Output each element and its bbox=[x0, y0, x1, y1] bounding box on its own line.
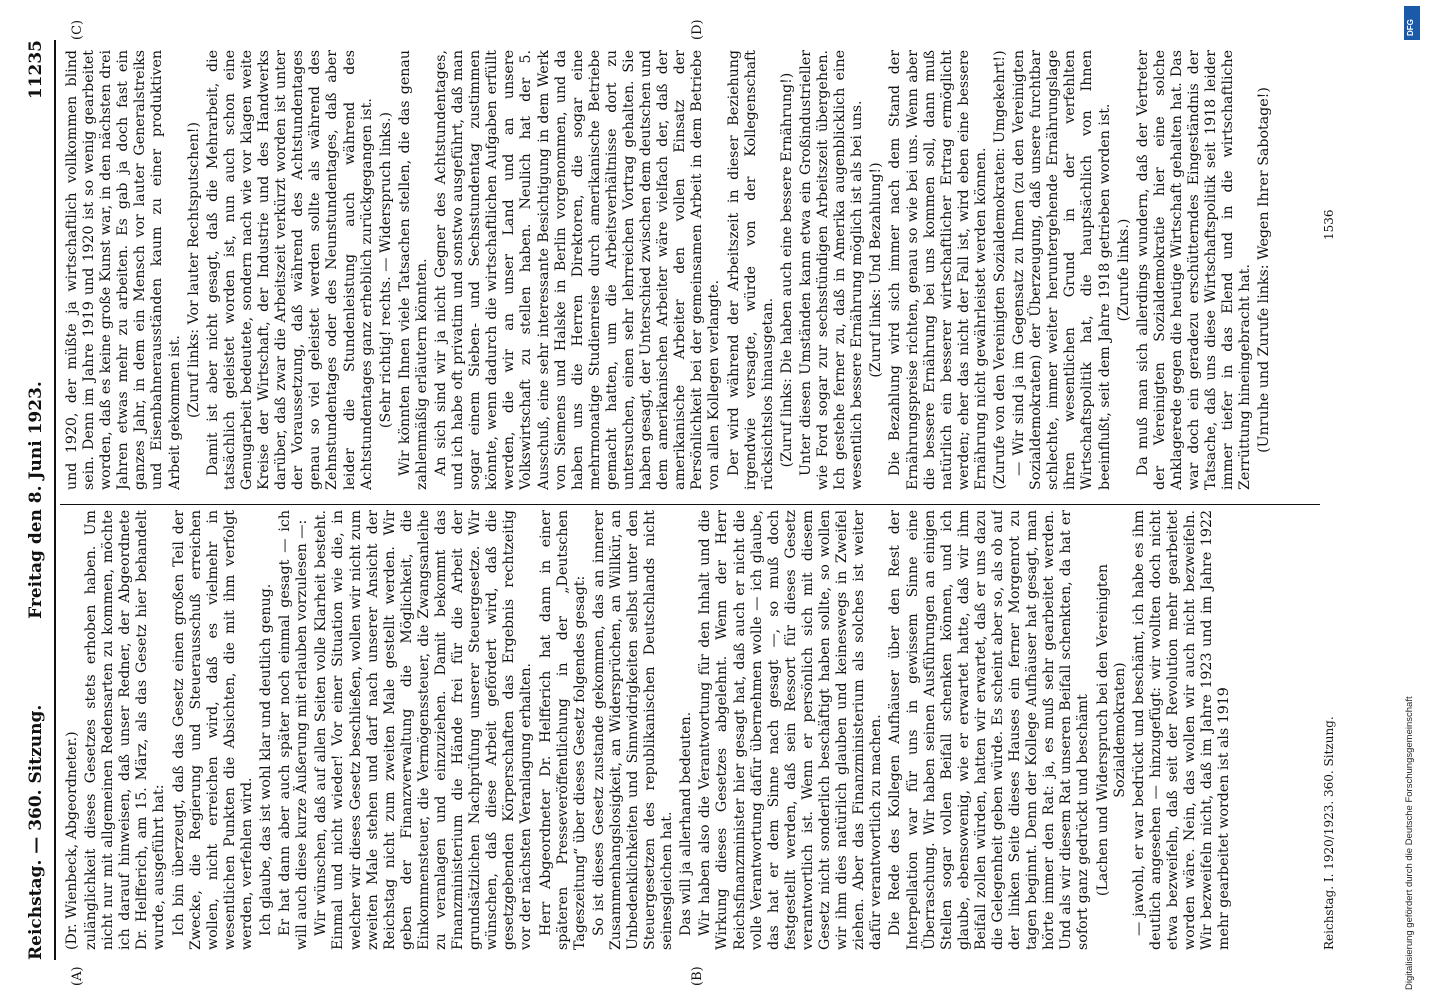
header-page-number: 11235 bbox=[26, 40, 46, 100]
header-date: Freitag den 8. Juni 1923. bbox=[26, 381, 46, 619]
paragraph: Er hat dann aber auch später noch einmal gesagt — ich will auch diese kurze Äußerung mit erlauben vorzulesen —: bbox=[277, 510, 311, 950]
footer-session: Reichstag. I. 1920/1923. 360. Sitzung. bbox=[1322, 716, 1336, 950]
paragraph: Da muß man sich allerdings wundern, daß der Vertreter der Vereinigten Sozialdemokratie hier eine solche Anklagerede gegen die heutige Wirtschaft gehalten hat. Das war doch ein geradezu erschütterndes Eingeständnis der Tatsache, daß uns diese Wirtschaftspolitik seit 1918 leider immer tiefer in das Elend und in die wirtschaftliche Zerrüttung hineingebracht hat. bbox=[1134, 50, 1254, 490]
paragraph: Die Rede des Kollegen Aufhäuser über den Rest der Interpellation war für uns in gewissem Sinne eine Überraschung. Wir haben seinen Ausführungen an einigen Stellen sogar vollen Beifall schenken können, und ich glaube, ebensowenig, wie er erwartet hatte, daß wir ihm Beifall zollen würden, hatten wir erwartet, daß er uns dazu die Gelegenheit geben würde. Es scheint aber so, als ob auf der linken Seite dieses Hauses ein ferner Morgenrot zu tagen beginnt. Denn der Kollege Aufhäuser hat gesagt, man hörte immer den Rat: ja, es muß sehr gearbeitet werden. Und als wir diesem Rat unseren Beifall schenkten, da hat er sofort ganz gedrückt und beschämt bbox=[887, 510, 1092, 950]
margin-mark-c: (C) bbox=[70, 19, 85, 40]
header-left: Reichstag. — 360. Sitzung. bbox=[26, 704, 46, 960]
paragraph: Herr Abgeordneter Dr. Helfferich hat dann in einer späteren Presseveröffentlichung in der „Deutschen Tageszeitung“ über dieses Gesetz folgendes gesagt: bbox=[537, 510, 588, 950]
paragraph: (Dr. Wienbeck, Abgeordneter.) bbox=[64, 731, 80, 950]
interjection: (Zuruf links: Und Bezahlung!) bbox=[868, 162, 885, 378]
paragraph: Wir könnten Ihnen viele Tatsachen stellen, die das genau zahlenmäßig erläutern könnten. bbox=[396, 50, 430, 490]
paragraph: Das will ja allerhand bedeuten. bbox=[678, 711, 695, 936]
footer-sheet-number: 1536 bbox=[1322, 209, 1336, 240]
dfg-logo: DFG bbox=[1404, 6, 1420, 40]
interjection: (Lachen und Widerspruch bei den Vereinigten Sozialdemokraten) bbox=[1094, 563, 1128, 897]
margin-mark-b: (B) bbox=[690, 966, 705, 986]
interjection: (Sehr richtig! rechts. — Widerspruch links.) bbox=[377, 111, 394, 429]
interjection: (Zuruf links: Vor lauter Rechtsputschen!) bbox=[185, 121, 202, 419]
paragraph: Wir haben also die Verantwortung für den Inhalt und die Wirkung dieses Gesetzes abgelehnt. Wenn der Herr Reichsfinanzminister hier gesagt hat, daß auch er nicht die volle Verantwortung dafür übernehmen wolle — ich glaube, das hat er dem Sinne nach gesagt —, so muß doch festgestellt werden, daß sein Ressort für dieses Gesetz verantwortlich ist. Wenn er persönlich sich mit diesem Gesetz nicht sonderlich beschäftigt haben sollte, so wollen wir ihm dies natürlich glauben und keineswegs in Zweifel ziehen. Aber das Finanzministerium als solches ist weiter dafür verantwortlich zu machen. bbox=[697, 510, 885, 950]
quote: Ich bin überzeugt, daß das Gesetz einen großen Teil der Zwecke, die Regierung und Steuerausschuß erreichen wollen, nicht erreichen wird, daß es vielmehr in wesentlichen Punkten die Absichten, die mit ihm verfolgt werden, verfehlen wird. bbox=[170, 510, 255, 950]
paragraph: zulänglichkeit dieses Gesetzes stets erhoben haben. Um nicht nur mit allgemeinen Redensarten zu kommen, möchte ich darauf hinweisen, daß unser Redner, der Abgeordnete Dr. Helfferich, am 15. März, als das Gesetz hier behandelt wurde, ausgeführt hat: bbox=[83, 510, 168, 950]
paragraph: und 1920, der müßte ja wirtschaftlich vollkommen blind sein. Denn im Jahre 1919 und 1920 ist so wenig gearbeitet worden, daß es keine große Kunst war, in den nächsten drei Jahren etwas mehr zu arbeiten. Es gab ja doch fast ein ganzes Jahr, in dem ein Mensch vor lauter Generalstreiks und Eisenbahnerausständen kaum zu einer produktiven Arbeit gekommen ist. bbox=[64, 50, 183, 490]
text-column-right bbox=[64, 50, 1314, 490]
paragraph: Ich glaube, das ist wohl klar und deutlich genug. bbox=[258, 583, 275, 936]
margin-mark-a: (A) bbox=[70, 966, 85, 986]
dfg-credit-strip bbox=[1396, 0, 1430, 1000]
interjection: (Unruhe und Zurufe links: Wegen Ihrer Sabotage!) bbox=[1256, 87, 1273, 453]
margin-mark-d: (D) bbox=[690, 19, 705, 40]
paragraph: An sich sind wir ja nicht Gegner des Achtstundentages, und ich habe oft privatim und sonstwo ausgeführt, daß man sogar einem Sieben- und Sechsstundentag zustimmen könnte, wenn dadurch die wirtschaftlichen Aufgaben erfüllt werden, die wir an unser Land und an unsere Volkswirtschaft zu stellen haben. Neulich hat der 5. Ausschuß, eine sehr interessante Besichtigung in dem Werk von Siemens und Halske in Berlin vorgenommen, und da haben uns die Herren Direktoren, die sogar eine mehrmonatige Studienreise durch amerikanische Betriebe gemacht hatten, um die Arbeitsverhältnisse dort zu untersuchen, einen sehr lehrreichen Vortrag gehalten. Sie haben gesagt, der Unterschied zwischen dem deutschen und dem amerikanischen Arbeiter wäre vielfach der, daß der amerikanische Arbeiter den vollen Einsatz der Persönlichkeit bei der gemeinsamen Arbeit in dem Betriebe von allen Kollegen verlangte. bbox=[432, 50, 723, 490]
interjection: (Zurufe von den Vereinigten Sozialdemokraten: Umgekehrt!) bbox=[991, 50, 1008, 490]
interjection: (Zurufe links.) bbox=[1115, 218, 1132, 322]
interjection: (Zuruf links: Die haben auch eine bessere Ernährung!) bbox=[778, 72, 795, 468]
column-divider bbox=[60, 504, 1320, 505]
paragraph: — Wir sind ja im Gegensatz zu Ihnen (zu den Vereinigten Sozialdemokraten) der Überzeugung, daß unsere furchtbar schlechte, immer weiter heruntergehende Ernährungslage ihren wesentlichen Grund in der verfehlten Wirtschaftspolitik hat, die hauptsächlich von Ihnen beeinflußt, seit dem Jahre 1918 getrieben worden ist. bbox=[1011, 50, 1113, 490]
quote: Wir wünschen, daß auf allen Seiten volle Klarheit besteht. Einmal und nicht wieder! Vor einer Situation wie die, in welcher wir dieses Gesetz beschließen, wollen wir nicht zum zweiten Male stehen und darf nach unserer Ansicht der Reichstag nicht zum zweiten Male gestellt werden. Wir geben der Finanzverwaltung die Möglichkeit, die Einkommensteuer, die Vermögenssteuer, die Zwangsanleihe zu veranlagen und einzuziehen. Damit bekommt das Finanzministerium die Hände frei für die Arbeit der grundsätzlichen Nachprüfung unserer Steuergesetze. Wir wünschen, daß diese Arbeit gefördert wird, daß die gesetzgebenden Körperschaften das Ergebnis rechtzeitig vor der nächsten Veranlagung erhalten. bbox=[313, 510, 535, 950]
page-header bbox=[20, 40, 56, 960]
paragraph: Damit ist aber nicht gesagt, daß die Mehrarbeit, die tatsächlich geleistet worden ist, nun auch schon eine Genugarbeit bedeutete, sondern nach wie vor klagen weite Kreise der Wirtschaft, der Industrie und des Handwerks darüber, daß zwar die Arbeitszeit verkürzt worden ist unter der Voraussetzung, daß während des Achtstundentages genau so viel geleistet werden sollte als während des Zehnstundentages oder des Neunstundentages, daß aber leider die Stundenleistung auch während des Achtstundentages ganz erheblich zurückgegangen ist. bbox=[204, 50, 375, 490]
text-column-left bbox=[64, 510, 1314, 950]
quote: So ist dieses Gesetz zustande gekommen, das an innerer Zusammenhangslosigkeit, an Widersprüchen, an Willkür, an Unbedenklichkeiten und Sinnwidrigkeiten selbst unter den Steuergesetzen des republikanischen Deutschlands nicht seinesgleichen hat. bbox=[590, 510, 676, 950]
paragraph: Unter diesen Umständen kann etwa ein Großindustrieller wie Ford sogar zur sechsstündigen Arbeitszeit übergehen. Ich gestehe ferner zu, daß in Amerika augenblicklich eine wesentlich bessere Ernährung möglich ist als bei uns. bbox=[797, 50, 866, 490]
paragraph: — jawohl, er war bedrückt und beschämt, ich habe es ihm deutlich angesehen — hinzugefügt: wir wollten doch nicht etwa bezweifeln, daß seit der Revolution mehr gearbeitet worden wäre. Nein, das wollen wir auch nicht bezweifeln. Wir bezweifeln nicht, daß im Jahre 1923 und im Jahre 1922 mehr gearbeitet worden ist als 1919 bbox=[1130, 510, 1233, 950]
paragraph: Der wird während der Arbeitszeit in dieser Beziehung irgendwie versagte, würde von der Kollegenschaft rücksichtslos hinausgetan. bbox=[725, 50, 776, 490]
paragraph: Die Bezahlung wird sich immer nach dem Stand der Ernährungspreise richten, genau so wie bei uns. Wenn aber die bessere Ernährung bei uns kommen soll, dann muß natürlich ein besserer wirtschaftlicher Ertrag ermöglicht werden; eher das nicht der Fall ist, wird eben eine bessere Ernährung nicht gewährleistet werden können. bbox=[887, 50, 989, 490]
digitization-credit: Digitalisierung gefördert durch die Deutsche Forschungsgemeinschaft bbox=[1404, 696, 1415, 990]
